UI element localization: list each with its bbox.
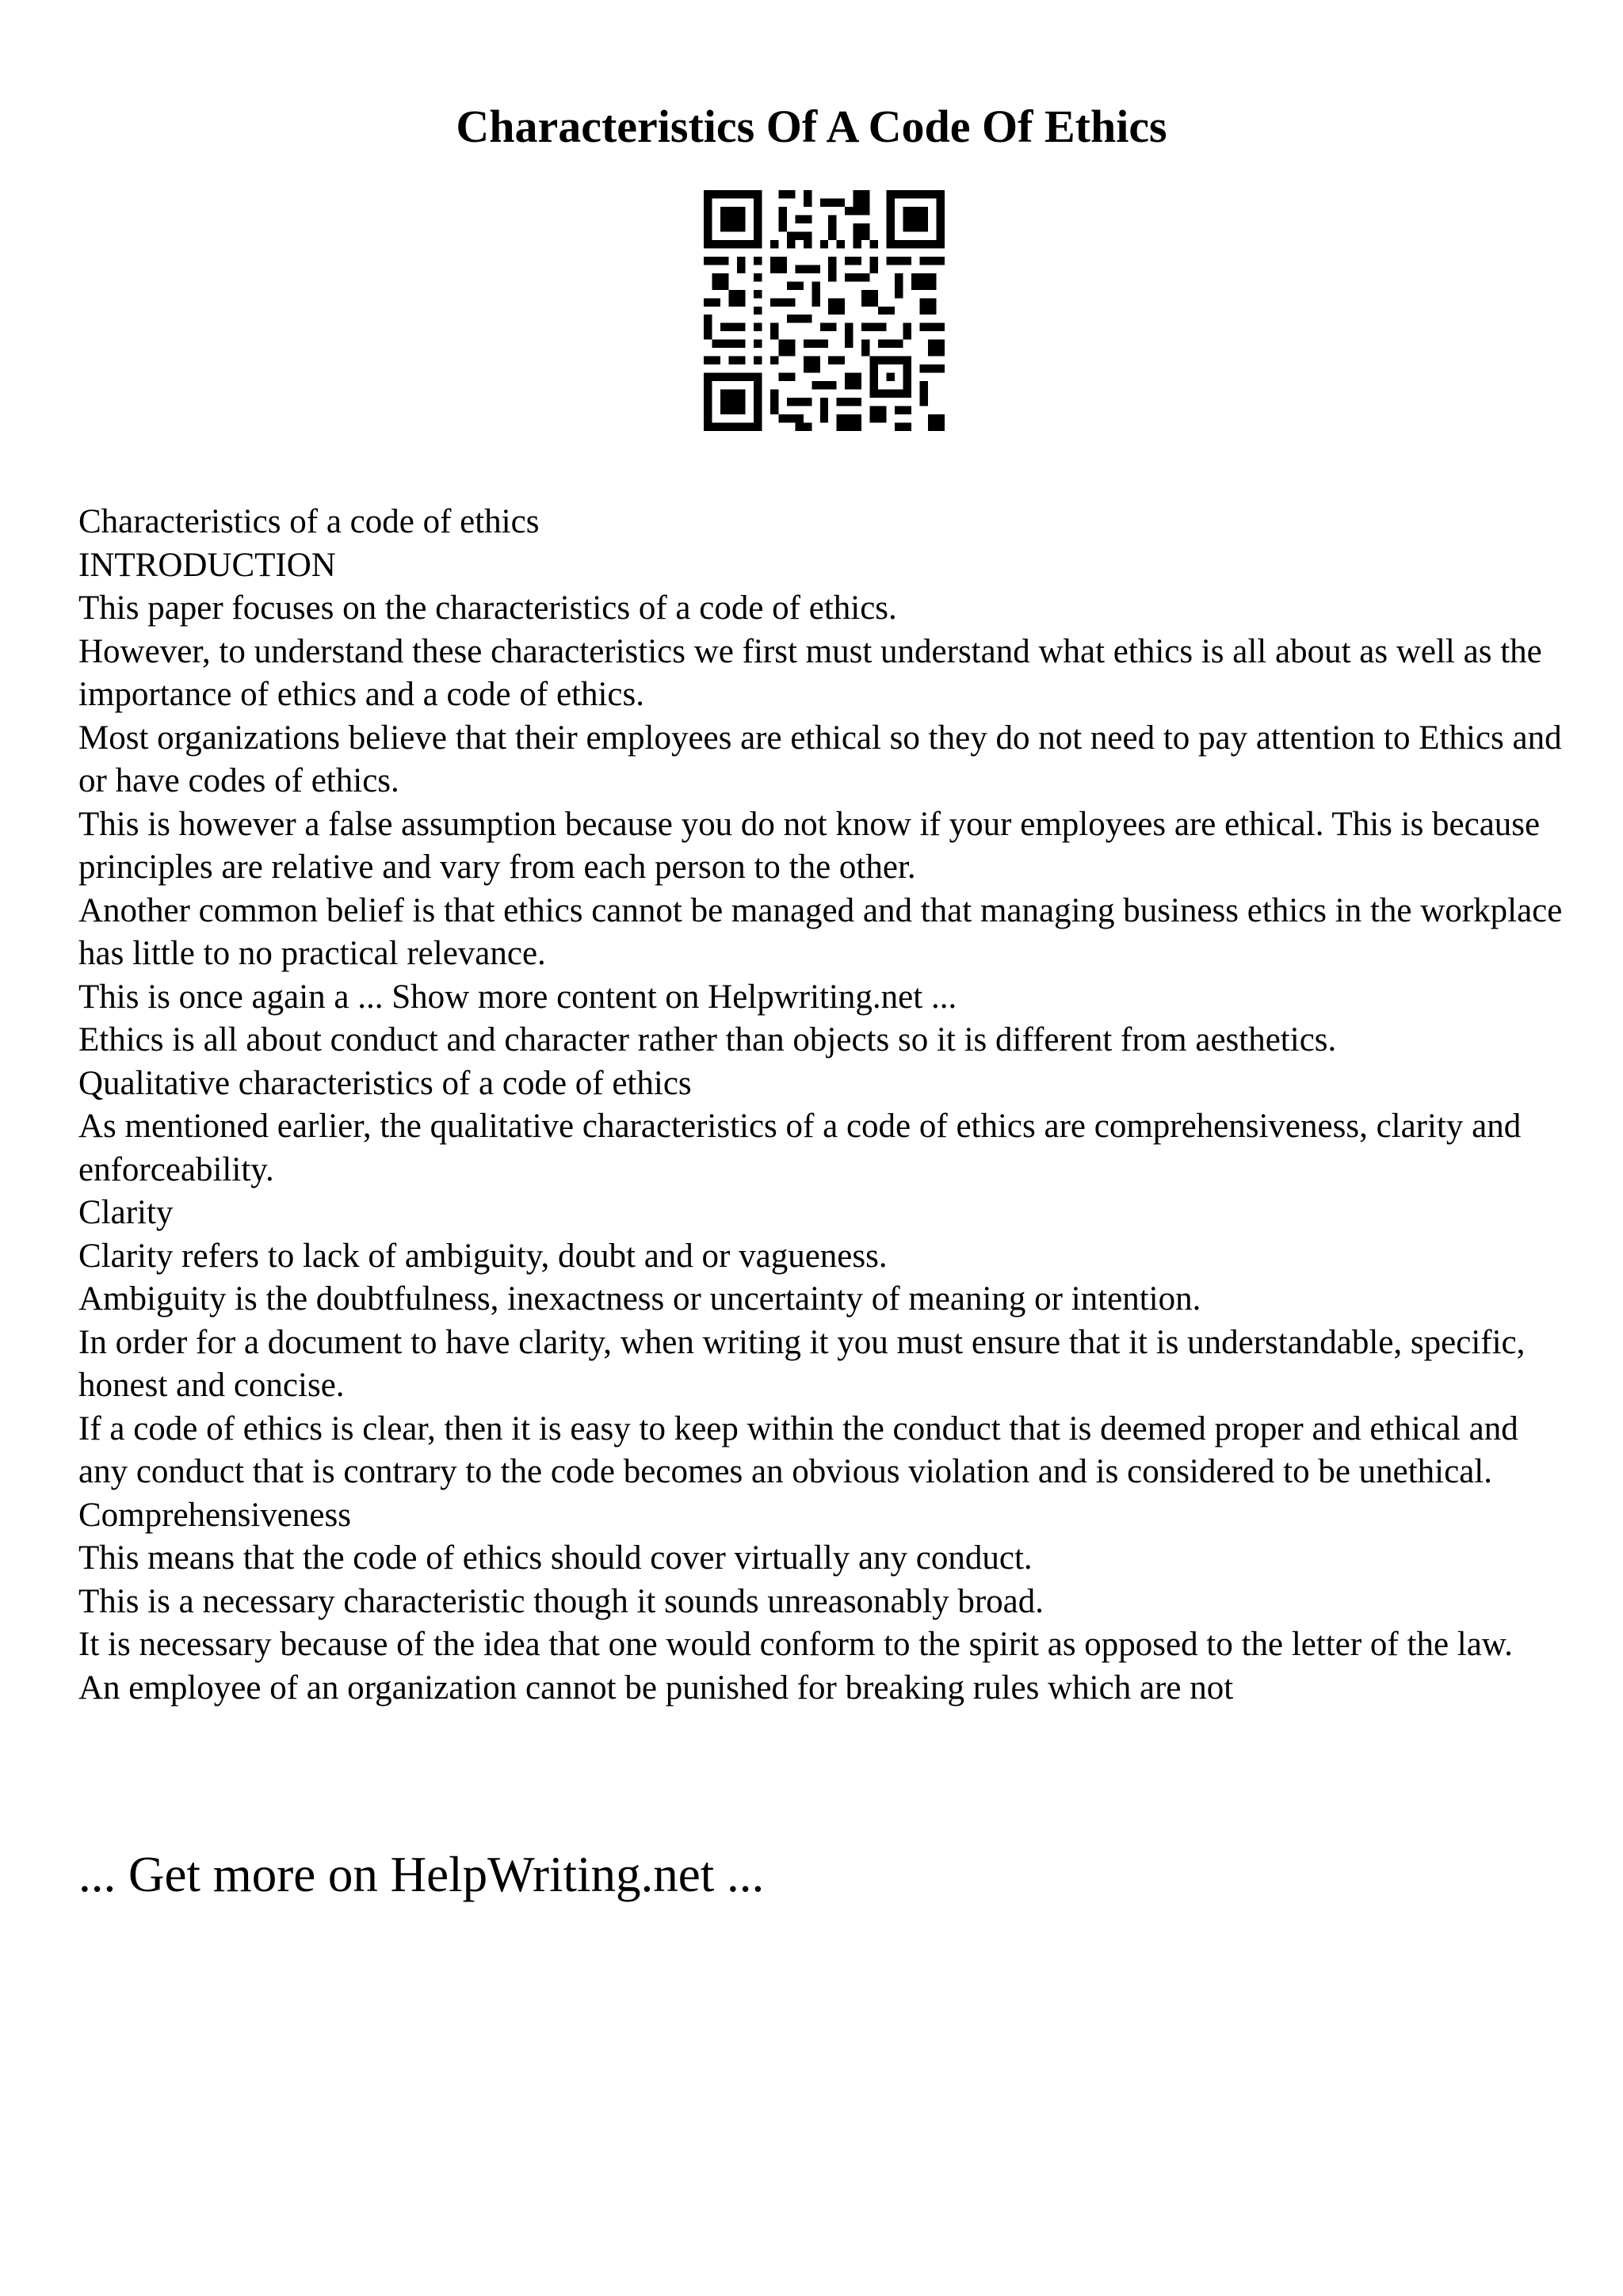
document-title: Characteristics Of A Code Of Ethics: [456, 101, 1167, 152]
body-line: It is necessary because of the idea that one would conform to the spirit as opposed to the letter of the law.: [78, 1626, 1513, 1663]
get-more-link[interactable]: ... Get more on HelpWriting.net ...: [78, 1847, 765, 1902]
body-line: An employee of an organization cannot be punished for breaking rules which are not: [78, 1669, 1234, 1707]
body-line: Qualitative characteristics of a code of ethics: [78, 1064, 692, 1102]
body-line: Clarity refers to lack of ambiguity, doubt and or vagueness.: [78, 1237, 888, 1275]
body-line: Most organizations believe that their employees are ethical so they do not need to pay attention to Ethics and or have codes of ethics.: [78, 719, 1562, 799]
body-line: However, to understand these characteristics we first must understand what ethics is all about as well as the importance of ethics and a code of ethics.: [78, 632, 1542, 713]
body-line: Comprehensiveness: [78, 1496, 351, 1534]
body-line: This paper focuses on the characteristics of a code of ethics.: [78, 589, 897, 627]
body-line: This means that the code of ethics should cover virtually any conduct.: [78, 1539, 1033, 1577]
qr-code-icon: [704, 190, 945, 431]
body-line: Another common belief is that ethics cannot be managed and that managing business ethics in the workplace has little to no practical relevance.: [78, 891, 1563, 972]
document-body: [78, 501, 1568, 1710]
body-line: This is however a false assumption because you do not know if your employees are ethical. This is because principles are relative and vary from each person to the other.: [78, 805, 1541, 886]
body-line: Ambiguity is the doubtfulness, inexactness or uncertainty of meaning or intention.: [78, 1280, 1201, 1318]
body-line: Characteristics of a code of ethics: [78, 503, 540, 540]
body-line: INTRODUCTION: [78, 546, 336, 584]
body-line: Clarity: [78, 1194, 174, 1231]
body-line: If a code of ethics is clear, then it is easy to keep within the conduct that is deemed proper and ethical and any conduct that is contrary to the code becomes an obvious violation and is considered to be unethical.: [78, 1409, 1518, 1490]
body-line: As mentioned earlier, the qualitative characteristics of a code of ethics are comprehensiveness, clarity and enforceability.: [78, 1108, 1522, 1188]
body-line: In order for a document to have clarity, when writing it you must ensure that it is understandable, specific, honest and concise.: [78, 1323, 1526, 1404]
body-line: This is once again a ... Show more content on Helpwriting.net ...: [78, 978, 957, 1016]
body-line: This is a necessary characteristic though it sounds unreasonably broad.: [78, 1582, 1044, 1620]
body-line: Ethics is all about conduct and character rather than objects so it is different from aesthetics.: [78, 1021, 1337, 1058]
